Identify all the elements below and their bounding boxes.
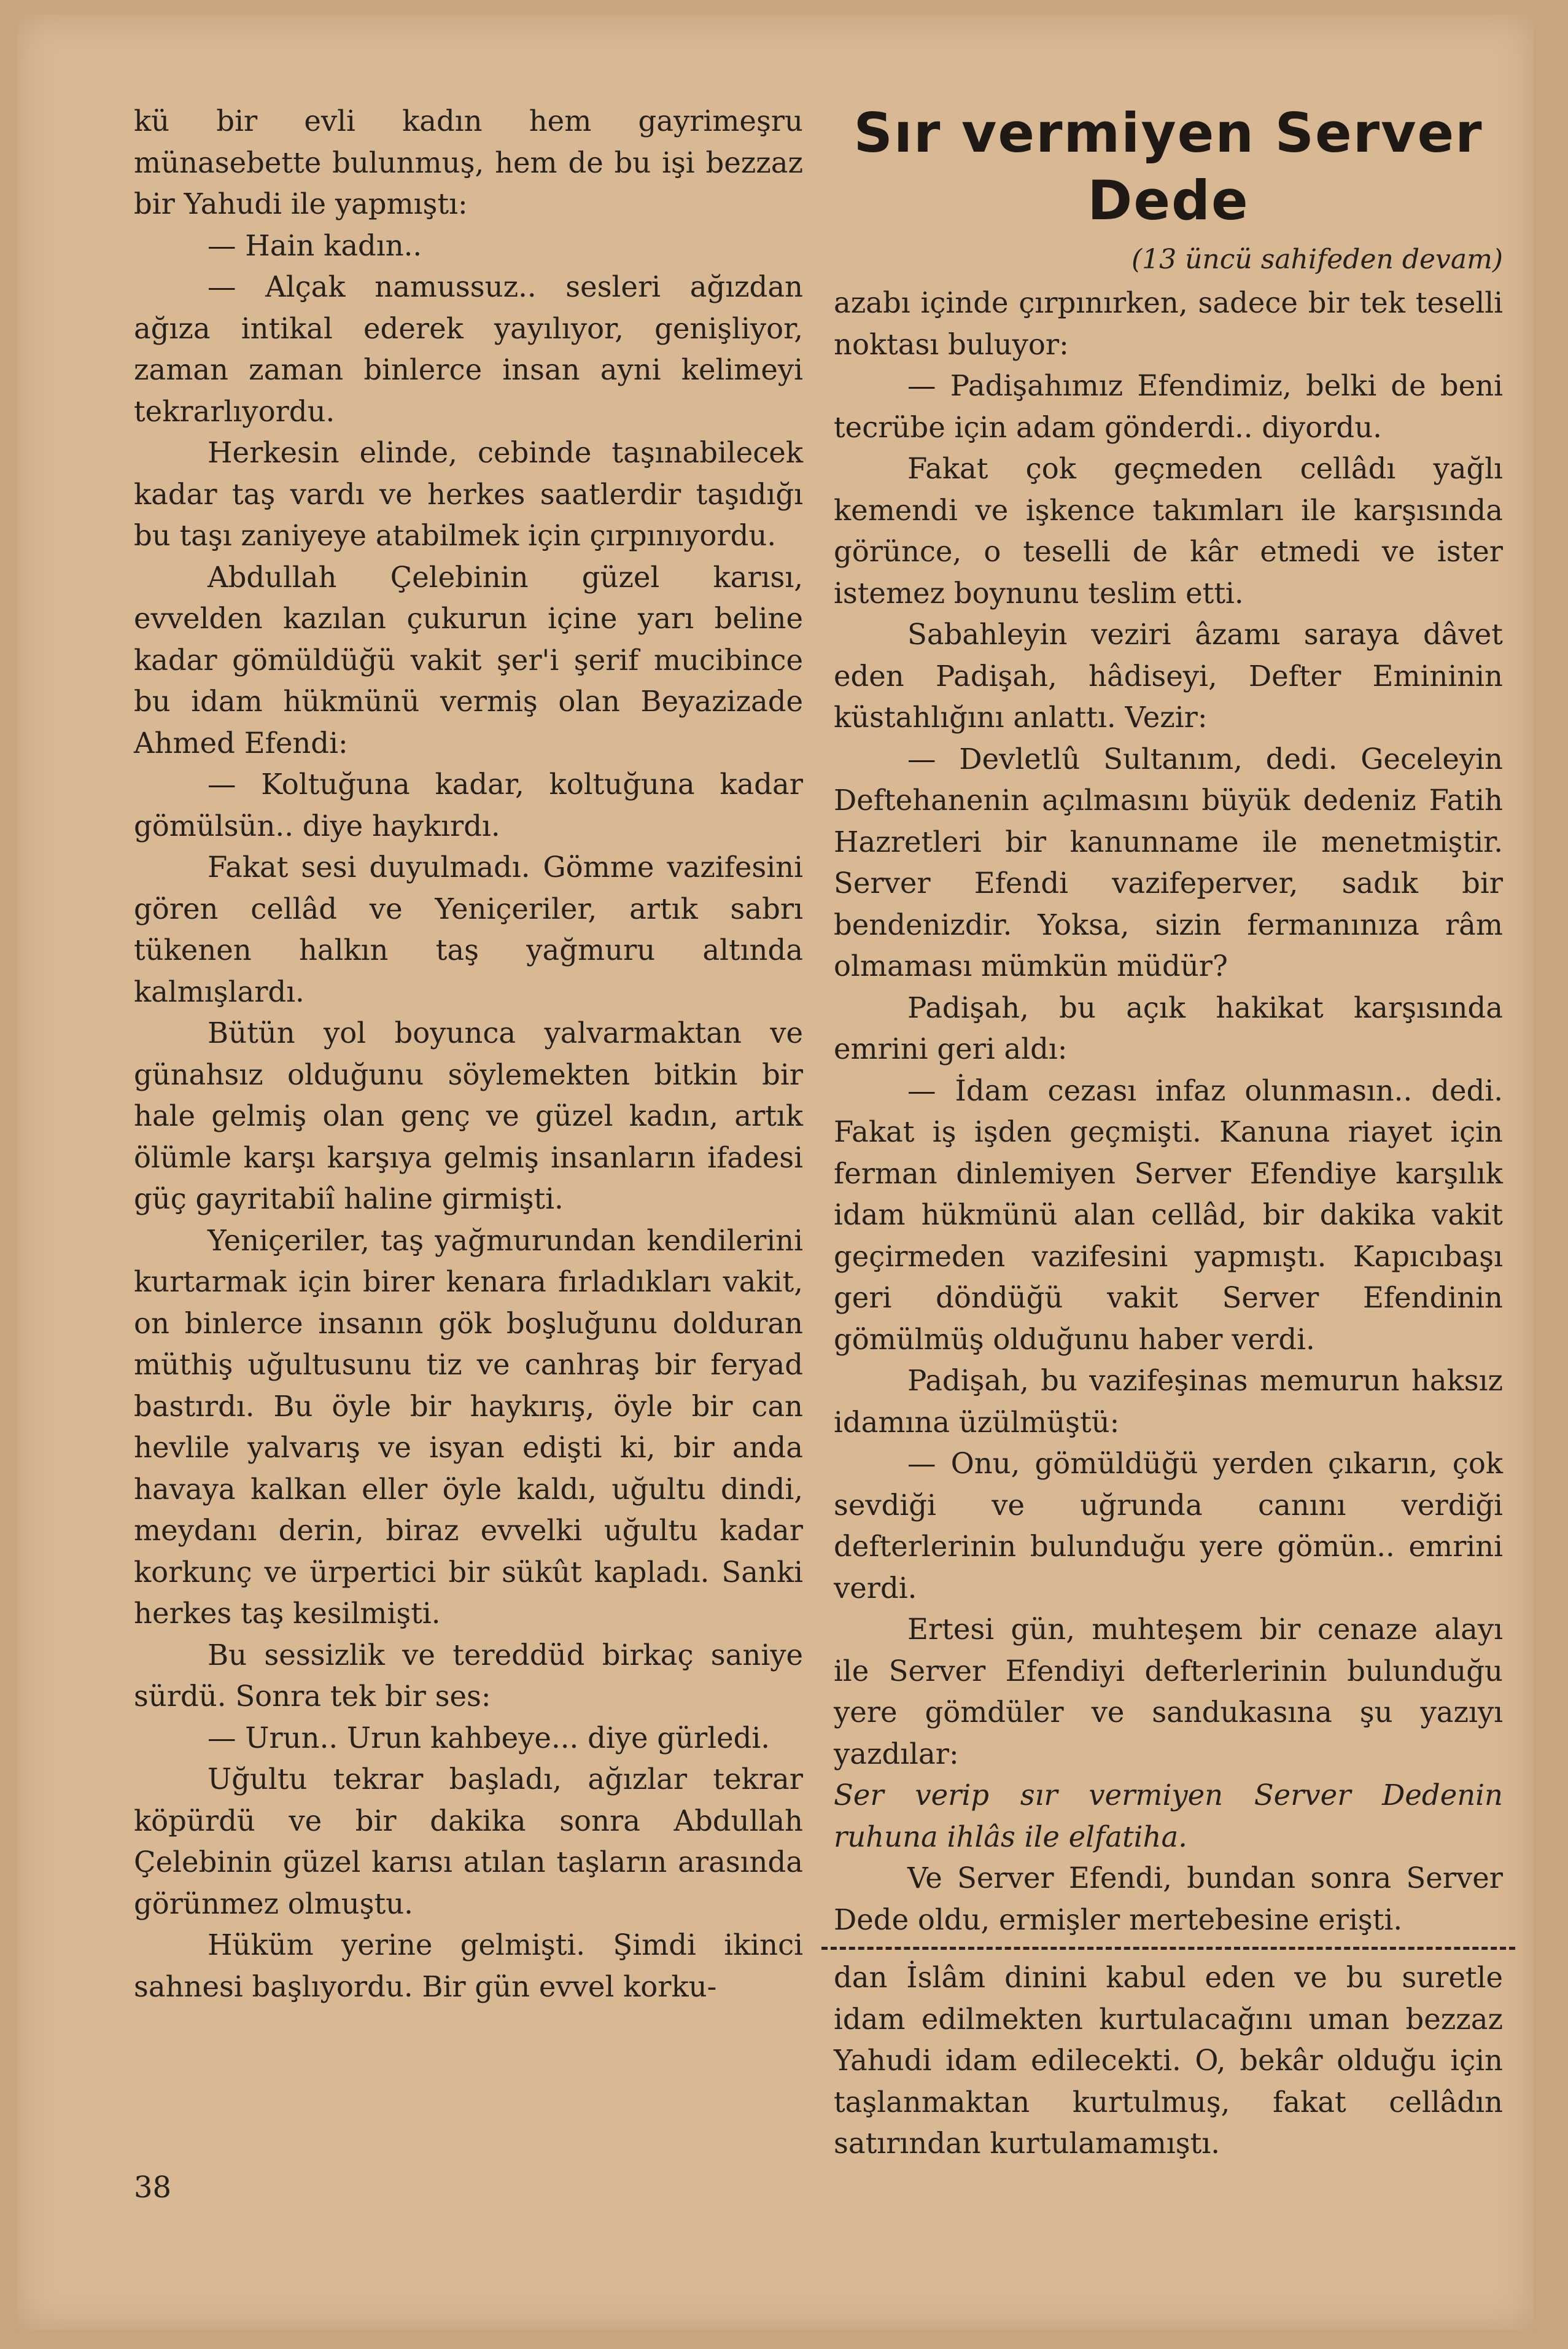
right-paragraphs: [834, 282, 1503, 1775]
body-paragraph: — Onu, gömüldüğü yerden çıkarın, çok sevdiği ve uğrunda canını verdiği defterlerinin bulunduğu yere gömün.. emrini verdi.: [834, 1447, 1503, 1605]
body-paragraph: Herkesin elinde, cebinde taşınabilecek kadar taş vardı ve herkes saatlerdir taşıdığı bu taşı zaniyeye atabilmek için çırpınıyordu.: [134, 436, 803, 552]
body-paragraph: — İdam cezası infaz olunmasın.. dedi. Fakat iş işden geçmişti. Kanuna riayet için ferman dinlemiyen Server Efendiye karşılık idam hükmünü alan cellâd, bir dakika vakit geçirmeden vazifesini yapmıştı. Kapıcıbaşı geri döndüğü vakit Server Efendinin gömülmüş olduğunu haber verdi.: [834, 1073, 1503, 1356]
body-paragraph: — Urun.. Urun kahbeye... diye gürledi.: [208, 1721, 770, 1755]
body-paragraph: Fakat çok geçmeden cellâdı yağlı kemendi ve işkence takımları ile karşısında görünce, o teselli de kâr etmedi ve ister istemez boynunu teslim etti.: [834, 452, 1503, 610]
section-separator: [821, 1947, 1515, 1950]
body-paragraph: Padişah, bu vazifeşinas memurun haksız idamına üzülmüştü:: [834, 1364, 1503, 1439]
body-paragraph: Hüküm yerine gelmişti. Şimdi ikinci sahnesi başlıyordu. Bir gün evvel korku-: [134, 1928, 803, 2003]
body-paragraph: Fakat sesi duyulmadı. Gömme vazifesini gören cellâd ve Yeniçeriler, artık sabrı tükenen halkın taş yağmuru altında kalmışlardı.: [134, 851, 803, 1008]
epitaph-text: Ser verip sır vermiyen Server Dedenin ruhuna ihlâs ile elfatiha.: [834, 1778, 1503, 1853]
body-paragraph: Ertesi gün, muhteşem bir cenaze alayı ile Server Efendiyi defterlerinin bulunduğu yere gömdüler ve sandukasına şu yazıyı yazdılar:: [834, 1613, 1503, 1771]
body-paragraph: — Koltuğuna kadar, koltuğuna kadar gömülsün.. diye haykırdı.: [134, 768, 803, 843]
page-number: 38: [134, 2170, 172, 2205]
magazine-page: [17, 15, 1534, 2330]
body-paragraph: kü bir evli kadın hem gayrimeşru münasebette bulunmuş, hem de bu işi bezzaz bir Yahudi ile yapmıştı:: [134, 104, 803, 220]
body-paragraph: — Alçak namussuz.. sesleri ağızdan ağıza intikal ederek yayılıyor, genişliyor, zaman zaman binlerce insan ayni kelimeyi tekrarlıyordu.: [134, 270, 803, 428]
body-paragraph: Yeniçeriler, taş yağmurundan kendilerini kurtarmak için birer kenara fırladıkları vakit, on binlerce insanın gök boşluğunu dolduran müthiş uğultusunu tiz ve canhraş bir feryad bastırdı. Bu öyle bir haykırış, öyle bir can hevlile yalvarış ve isyan edişti ki, bir anda havaya kalkan eller öyle kaldı, uğultu dindi, meydanı derin, biraz evvelki uğultu kadar korkunç ve ürpertici bir sükût kapladı. Sanki herkes taş kesilmişti.: [134, 1223, 803, 1630]
body-paragraph: Padişah, bu açık hakikat karşısında emrini geri aldı:: [834, 991, 1503, 1065]
body-paragraph: Bütün yol boyunca yalvarmaktan ve günahsız olduğunu söylemekten bitkin bir hale gelmiş olan genç ve güzel kadın, artık ölümle karşı karşıya gelmiş insanların ifadesi güç gayritabiî haline girmişti.: [134, 1016, 803, 1215]
body-paragraph: Sabahleyin veziri âzamı saraya dâvet eden Padişah, hâdiseyi, Defter Emininin küstahlığını anlattı. Vezir:: [834, 618, 1503, 734]
body-paragraph: Uğultu tekrar başladı, ağızlar tekrar köpürdü ve bir dakika sonra Abdullah Çelebinin güzel karısı atılan taşların arasında görünmez olmuştu.: [134, 1763, 803, 1920]
left-column: [134, 101, 803, 2008]
body-paragraph: — Devletlû Sultanım, dedi. Geceleyin Deftehanenin açılmasını büyük dedeniz Fatih Hazretleri bir kanunname ile menetmiştir. Server Efendi vazifeperver, sadık bir bendenizdir. Yoksa, sizin fermanınıza râm olmaması mümkün müdür?: [834, 742, 1503, 983]
body-paragraph: Bu sessizlik ve tereddüd birkaç saniye sürdü. Sonra tek bir ses:: [134, 1638, 803, 1713]
article-title: Sır vermiyen Server Dede: [853, 101, 1483, 232]
closing-paragraph: Ve Server Efendi, bundan sonra Server Dede oldu, ermişler mertebesine erişti.: [834, 1861, 1503, 1936]
body-paragraph: azabı içinde çırpınırken, sadece bir tek teselli noktası buluyor:: [834, 286, 1503, 361]
body-paragraph: — Padişahımız Efendimiz, belki de beni tecrübe için adam gönderdi.. diyordu.: [834, 369, 1503, 444]
continuation-paragraph: dan İslâm dinini kabul eden ve bu suretle idam edilmekten kurtulacağını uman bezzaz Yahudi idam edilecekti. O, bekâr olduğu için taşlanmaktan kurtulmuş, fakat cellâdın satırından kurtulamamıştı.: [834, 1961, 1503, 2160]
body-paragraph: Abdullah Çelebinin güzel karısı, evvelden kazılan çukurun içine yarı beline kadar gömüldüğü vakit şer'i şerif mucibince bu idam hükmünü vermiş olan Beyazizade Ahmed Efendi:: [134, 560, 803, 760]
right-column: [834, 99, 1503, 2165]
continued-note: (13 üncü sahifeden devam): [1131, 244, 1503, 275]
body-paragraph: — Hain kadın..: [208, 228, 422, 262]
